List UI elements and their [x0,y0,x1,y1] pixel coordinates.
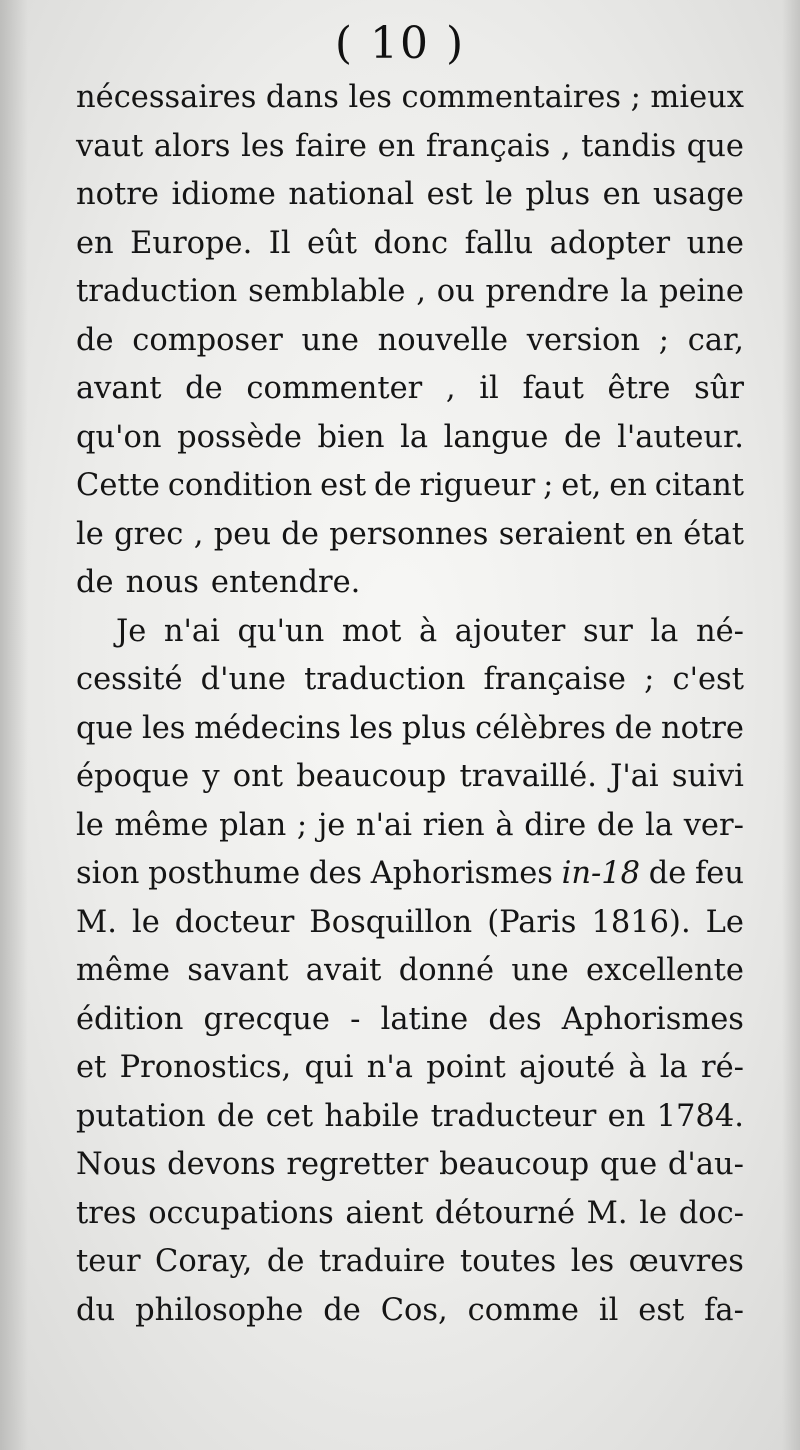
word: plan [219,807,287,843]
word: sur [582,613,633,649]
text-line [76,753,744,802]
word: devons [167,1147,276,1182]
word: donné [398,953,494,988]
word: eût [307,225,357,261]
text-line [76,947,744,996]
word: est [320,468,367,503]
word: en [377,128,416,164]
word: tres [76,1195,137,1231]
word: feu [695,856,744,891]
page-number: ( 10 ) [334,18,466,69]
text-line [76,1044,744,1093]
text-line [76,462,744,511]
word: M. [76,904,117,940]
word: commenter [246,371,423,406]
word: française [483,662,626,697]
word: il [598,1292,619,1328]
word: Coray, [155,1244,253,1279]
word: rigueur [419,468,536,503]
word: cessité [76,662,183,697]
word: grecque [203,1001,330,1037]
word: même [114,807,209,843]
word: ver- [683,807,744,843]
word: que [686,128,744,164]
word: même [76,953,170,988]
word: semblable [248,274,406,309]
text-line [76,123,744,172]
word: adopter [549,225,671,261]
word: cet [265,1098,314,1134]
word: personnes [329,516,489,552]
word: aient [345,1195,424,1231]
word: ajouter [454,613,566,649]
word: nécessaires [76,80,257,115]
word: nous [125,565,199,600]
word: prendre [485,274,610,309]
word: l'auteur. [617,419,744,455]
word: des [308,856,363,891]
word: travaillé. [459,759,597,794]
word: ajouté [519,1050,616,1085]
text-line [76,899,744,948]
word: Pronostics, [119,1050,292,1085]
word: idiome [171,177,276,212]
text-line [76,656,744,705]
word: les [349,710,394,746]
word: de [323,1292,361,1328]
word: bien [317,419,385,455]
word: le [639,1195,668,1231]
word: vaut [76,128,144,164]
word: ou [436,274,475,309]
word: excellente [586,953,744,988]
word: regretter [286,1147,429,1182]
word: les [348,80,392,115]
word: qu'on [76,419,162,455]
text-line [76,850,744,899]
word: seraient [498,516,625,552]
word: habile [324,1098,420,1134]
word: entendre. [210,565,361,600]
word: est [638,1292,685,1328]
word: latine [380,1001,469,1037]
word: de [185,371,223,406]
word: célèbres [475,710,606,746]
word: d'au- [667,1147,744,1182]
text-line [76,705,744,754]
word: en [635,516,673,552]
word: la [650,613,679,649]
word: usage [652,177,744,212]
word: savant [187,953,289,988]
word: avant [76,371,162,406]
word: de [373,468,412,503]
word: posthume [148,856,301,891]
word: comme [467,1292,579,1328]
text-line [76,996,744,1045]
word: ; [644,662,655,697]
word: putation [76,1098,206,1134]
word: beaucoup [439,1147,590,1182]
word: commentaires [401,80,621,115]
word: les [141,710,186,746]
word: 1784. [656,1098,744,1134]
word: ; [296,807,308,843]
word: détourné [434,1195,576,1231]
word: la [645,807,674,843]
word: , [193,516,204,552]
word: traduction [304,662,466,697]
word: Aphorismes [370,856,553,891]
word: sûr [694,371,744,406]
word: œuvres [628,1244,744,1279]
word: donc [373,225,449,261]
word: dire [524,807,587,843]
word: sion [76,856,140,891]
text-line [76,802,744,851]
word: n'a [366,1050,413,1085]
text-line [76,1190,744,1239]
word: mot [341,613,402,649]
word: à [419,613,438,649]
word: M. [586,1195,628,1231]
word: beaucoup [296,759,447,794]
word: le [131,904,160,940]
word: , [560,128,571,164]
word: une [301,322,359,358]
word: il [479,371,499,406]
word: grec [114,516,184,552]
word: né- [695,613,744,649]
word: époque [76,759,190,794]
word: avait [305,953,382,988]
text-line-paragraph-start [76,608,744,657]
word: J'ai [610,759,659,794]
word: le [76,516,104,552]
word: en [609,468,647,503]
word: la [620,274,649,309]
text-line [76,1093,744,1142]
word: langue [443,419,549,455]
word: teur [76,1244,141,1279]
word: Le [705,904,744,940]
text-line [76,317,744,366]
word: ; [543,468,554,503]
word: qui [304,1050,354,1085]
word: à [628,1050,647,1085]
word: et [76,1050,107,1085]
word: , [445,371,456,406]
word: Bosquillon [309,904,473,940]
word: faut [522,371,584,406]
text-line [76,220,744,269]
word: plus [525,177,591,212]
word: , [416,274,426,309]
word: être [607,371,671,406]
word: traducteur [430,1098,597,1134]
word: des [488,1001,542,1037]
word: la [400,419,429,455]
word: Il [268,225,291,261]
word: et, [561,468,602,503]
word: Cette [76,468,160,503]
word: n'ai [163,613,220,649]
word: fa- [704,1292,744,1328]
word: fallu [464,225,534,261]
word: c'est [672,662,744,697]
word: de [76,565,114,600]
word: point [426,1050,506,1085]
word: philosophe [135,1292,304,1328]
word: traduction [76,274,238,309]
word: de [648,856,687,891]
word: le [485,177,513,212]
body-text [76,74,744,1335]
text-line [76,414,744,463]
word: toutes [459,1244,557,1279]
word: en [76,225,114,261]
text-line [76,74,744,123]
word: citant [654,468,744,503]
word: (Paris [487,904,577,940]
word: version [526,322,641,358]
word: faire [295,128,367,164]
word: de [281,516,319,552]
word: qu'un [237,613,325,649]
word: ; [658,322,670,358]
word: peu [213,516,271,552]
word: Cos, [380,1292,448,1328]
word: rien [422,807,485,843]
word: plus [401,710,467,746]
word: état [683,516,744,552]
word: Aphorismes [561,1001,744,1037]
word: médecins [194,710,341,746]
word: une [511,953,569,988]
word: traduire [318,1244,446,1279]
word: condition [167,468,313,503]
word: de [563,419,602,455]
word: composer [132,322,283,358]
word: les [570,1244,615,1279]
word: le [76,807,104,843]
word: 1816). [591,904,691,940]
word: peine [658,274,744,309]
text-line [76,1287,744,1336]
word: les [241,128,285,164]
text-line [76,171,744,220]
word: ré- [701,1050,744,1085]
text-line-paragraph-end [76,559,744,608]
word: in-18 [561,856,641,891]
word: tandis [581,128,677,164]
word: ont [232,759,284,794]
word: nouvelle [377,322,509,358]
word: n'ai [356,807,412,843]
word: la [659,1050,688,1085]
word: que [599,1147,658,1182]
word: édition [76,1001,184,1037]
word: notre [661,710,744,746]
word: je [317,807,346,843]
word: à [495,807,514,843]
word: de [76,322,114,358]
word: français [425,128,551,164]
text-line [76,268,744,317]
text-line [76,1141,744,1190]
text-line [76,511,744,560]
word: alors [153,128,231,164]
word: possède [177,419,302,455]
word: national [288,177,415,212]
word: en [607,1098,646,1134]
word: que [76,710,134,746]
word: de [266,1244,305,1279]
word: une [686,225,744,261]
word: est [426,177,473,212]
word: suivi [671,759,744,794]
word: y [202,759,220,794]
word: car, [687,322,744,358]
word: dans [265,80,339,115]
word: - [350,1001,361,1037]
word: d'une [200,662,286,697]
text-line [76,365,744,414]
word: occupations [148,1195,334,1231]
word: de [596,807,635,843]
word: Europe. [130,225,253,261]
word: doc- [678,1195,744,1231]
word: de [614,710,653,746]
word: Je [116,613,147,649]
word: notre [76,177,159,212]
word: mieux [650,80,744,115]
word: ; [630,80,641,115]
word: en [602,177,641,212]
text-line [76,1238,744,1287]
word: Nous [76,1147,157,1182]
word: du [76,1292,116,1328]
word: de [216,1098,255,1134]
word: docteur [174,904,295,940]
